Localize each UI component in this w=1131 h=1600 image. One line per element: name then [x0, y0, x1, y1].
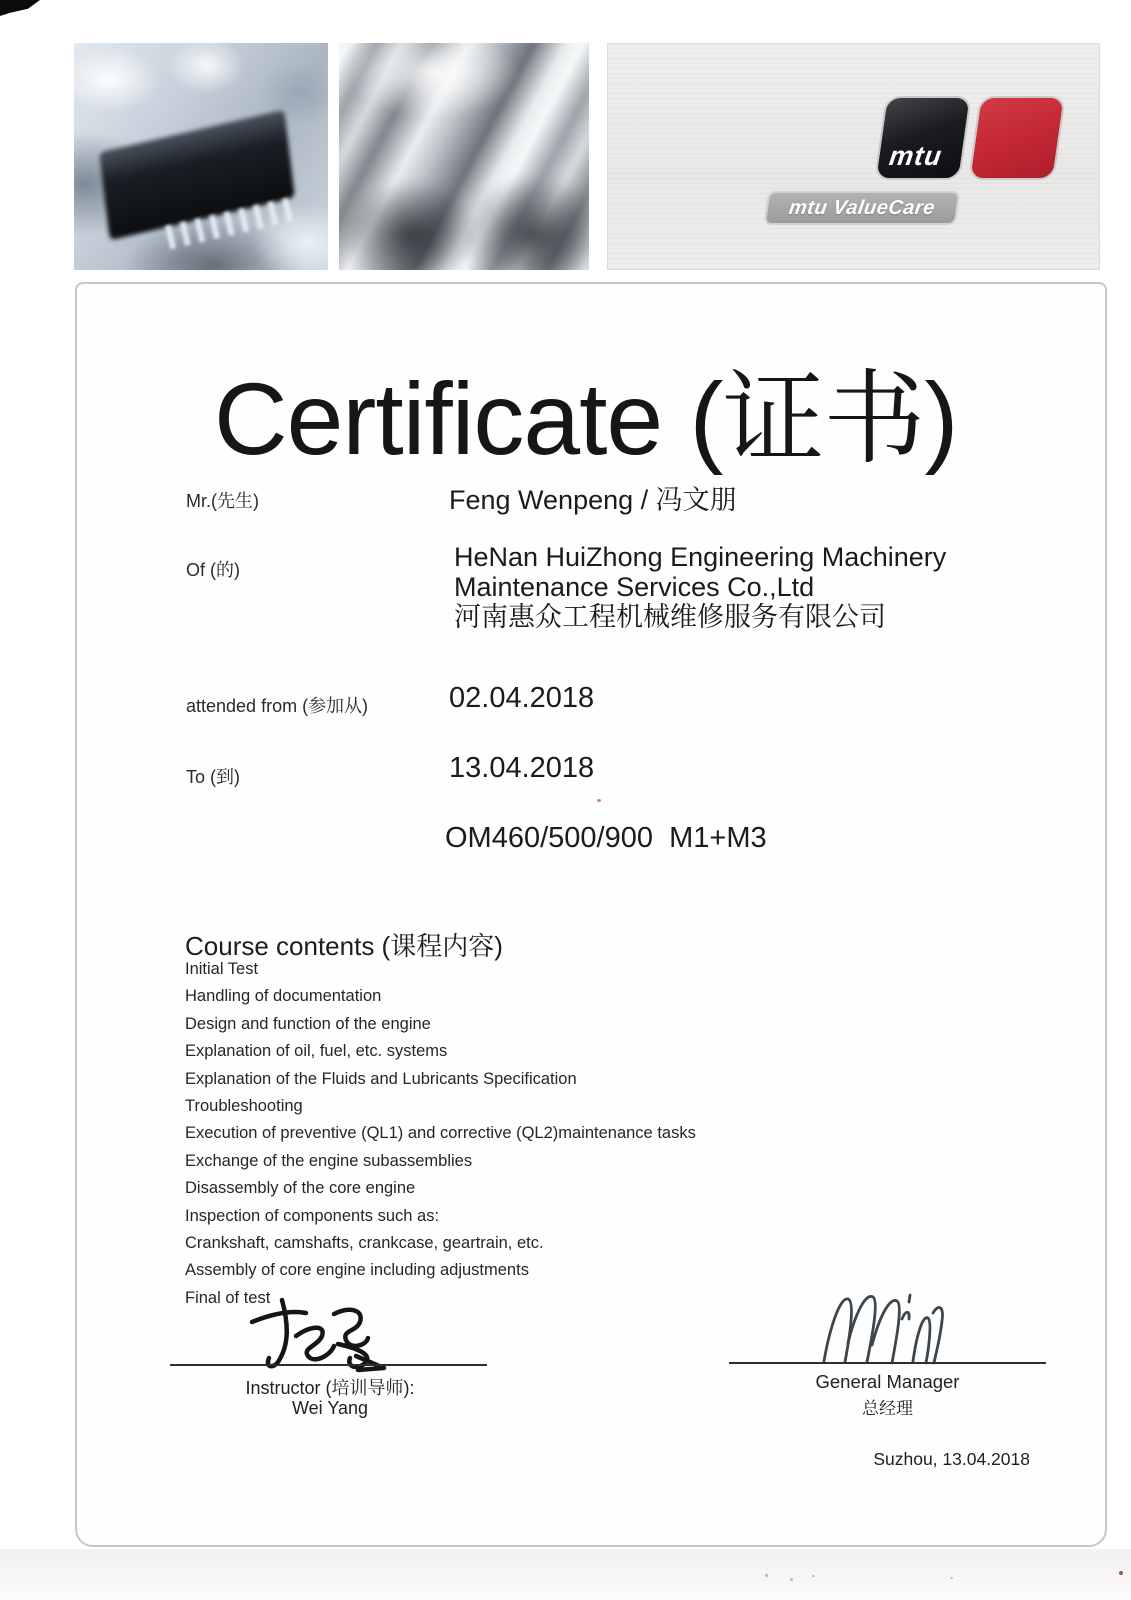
scan-speck — [790, 1578, 793, 1581]
circuit-board-photo — [74, 43, 328, 270]
scan-speck — [597, 799, 601, 802]
attended-from-label: attended from (参加从) — [186, 696, 369, 716]
to-date: 13.04.2018 — [449, 752, 595, 784]
scan-speck — [950, 1577, 953, 1579]
mtu-valuecare-badge-text: mtu ValueCare — [787, 196, 937, 219]
general-manager-signature-line — [729, 1362, 1046, 1364]
course-item: Handling of documentation — [185, 987, 382, 1006]
course-item: Disassembly of the core engine — [185, 1179, 416, 1198]
course-item: Assembly of core engine including adjustments — [185, 1261, 529, 1280]
company-name-line2: Maintenance Services Co.,Ltd — [454, 572, 815, 602]
mr-label: Mr.(先生) — [186, 491, 259, 511]
brand-panel — [607, 43, 1100, 270]
scan-corner-artifact — [0, 0, 40, 16]
engine-glare-shape — [349, 43, 519, 118]
course-item: Initial Test — [185, 960, 259, 978]
course-item: Inspection of components such as: — [185, 1206, 440, 1225]
scan-speck — [812, 1575, 815, 1577]
engine-shadow-shape — [339, 180, 479, 270]
mtu-logo-text: mtu — [887, 141, 945, 171]
attended-from-date: 02.04.2018 — [449, 682, 595, 714]
course-item: Execution of preventive (QL1) and corrective (QL2)maintenance tasks — [185, 1124, 696, 1143]
instructor-role: Instructor (培训导师): — [245, 1378, 415, 1398]
instructor-signature-line — [170, 1364, 487, 1366]
course-item: Explanation of the Fluids and Lubricants Specification — [185, 1069, 577, 1088]
scan-background-strip — [0, 1549, 1131, 1600]
company-name-line1: HeNan HuiZhong Engineering Machinery — [454, 542, 947, 572]
mtu-logo-black-tile — [874, 96, 972, 180]
certificate-title: Certificate (证书) — [214, 362, 958, 476]
course-contents-heading: Course contents (课程内容) — [185, 931, 503, 961]
course-code: OM460/500/900 M1+M3 — [445, 822, 767, 854]
scan-speck — [765, 1574, 768, 1577]
to-label: To (到) — [186, 767, 240, 787]
scan-speck — [1119, 1571, 1123, 1575]
course-item: Explanation of oil, fuel, etc. systems — [185, 1042, 448, 1061]
mtu-valuecare-badge — [764, 191, 961, 225]
of-label: Of (的) — [186, 560, 240, 580]
general-manager-role: General Manager — [815, 1371, 960, 1392]
engine-photo — [339, 43, 589, 270]
course-item: Final of test — [185, 1288, 271, 1307]
instructor-name: Wei Yang — [291, 1398, 369, 1418]
company-name-block — [454, 542, 946, 632]
course-item: Crankshaft, camshafts, crankcase, geartrain, etc. — [185, 1234, 544, 1253]
course-contents-list — [185, 956, 785, 1312]
company-name-line3: 河南惠众工程机械维修服务有限公司 — [454, 602, 886, 632]
course-item: Troubleshooting — [185, 1097, 303, 1116]
general-manager-role-cn: 总经理 — [862, 1399, 913, 1418]
course-item: Design and function of the engine — [185, 1014, 431, 1033]
place-and-date: Suzhou, 13.04.2018 — [873, 1449, 1030, 1469]
mtu-logo-red-tile — [968, 96, 1066, 180]
course-item: Exchange of the engine subassemblies — [185, 1151, 473, 1170]
engine-shadow-shape — [459, 175, 589, 270]
mr-value: Feng Wenpeng / 冯文朋 — [449, 485, 737, 515]
